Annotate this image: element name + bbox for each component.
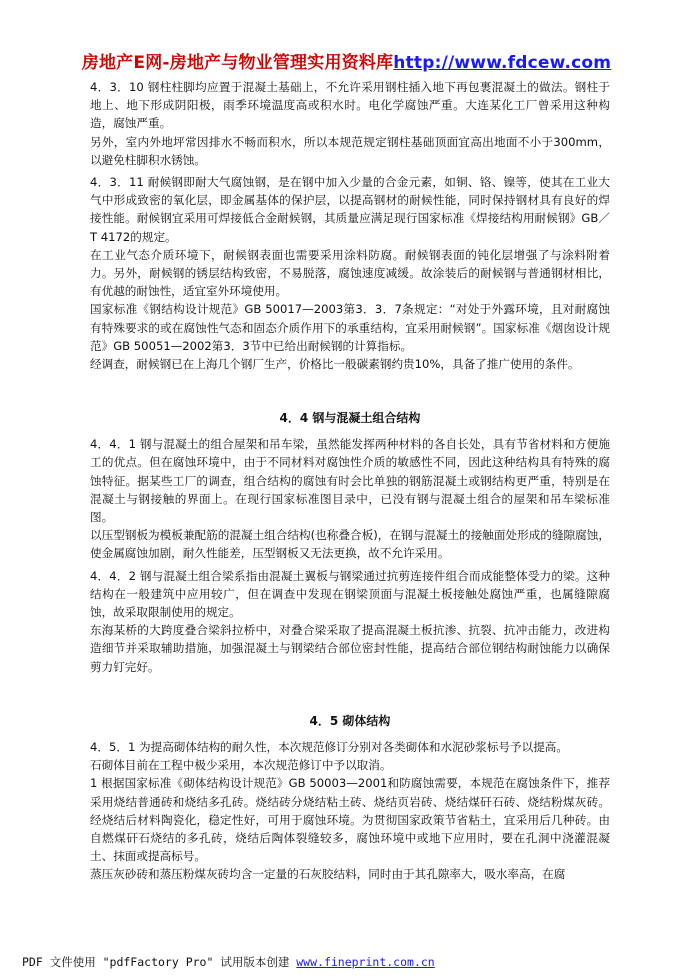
paragraph: 东海某桥的大跨度叠合梁斜拉桥中，对叠合梁采取了提高混凝土板抗渗、抗裂、抗冲击能力，改进构造细节并采取辅助措施，加强混凝土与钢梁结合部位密封性能，提高结合部位钢结构耐蚀能力以确保剪力钉完好。 (90, 623, 610, 674)
document-body (90, 78, 610, 884)
paragraph: 4．5．1 为提高砌体结构的耐久性，本次规范修订分别对各类砌体和水泥砂浆标号予以提高。 (90, 739, 568, 754)
paragraph: 4．4．2 钢与混凝土组合梁系指由混凝土翼板与钢梁通过抗剪连接件组合而成能整体受力的梁。这种结构在一般建筑中应用较广，但在调查中发现在钢梁顶面与混凝土板接触处腐蚀严重，也属缝隙腐蚀，故采取限制使用的规定。 (90, 568, 610, 620)
site-title: 房地产E网-房地产与物业管理实用资料库 (81, 53, 394, 73)
section-heading-4-5: 4．5 砌体结构 (309, 713, 391, 728)
paragraph: 以压型钢板为模板兼配筋的混凝土组合结构(也称叠合板)，在钢与混凝土的接触面处形成的缝隙腐蚀，使金属腐蚀加剧，耐久性能差，压型钢板又无法更换，故不允许采用。 (90, 528, 610, 561)
paragraph: 4．3．10 钢柱柱脚均应置于混凝土基础上，不允许采用钢柱插入地下再包裹混凝土的做法。钢柱于地上、地下形成阴阳极，雨季环境温度高或积水时。电化学腐蚀严重。大连某化工厂曾采用这种构造，腐蚀严重。 (90, 80, 610, 131)
paragraph: 1 根据国家标准《砌体结构设计规范》GB 50003—2001和防腐蚀需要，本规范在腐蚀条件下，推荐采用烧结普通砖和烧结多孔砖。烧结砖分烧结粘土砖、烧结页岩砖、烧结煤矸石砖、烧结粉煤灰砖。经烧结后材料陶瓷化，稳定性好，可用于腐蚀环境。为贯彻国家政策节省粘土，宜采用后几种砖。由自燃煤矸石烧结的多孔砖，烧结后陶体裂缝较多，腐蚀环境中或地下应用时，要在孔洞中浇灌混凝土、抹面或提高标号。 (90, 776, 610, 864)
paragraph: 4．4．1 钢与混凝土的组合屋架和吊车梁，虽然能发挥两种材料的各自长处，具有节省材料和方便施工的优点。但在腐蚀环境中，由于不同材料对腐蚀性介质的敏感性不同，因此这种结构具有特殊的腐蚀特征。据某些工厂的调查，组合结构的腐蚀有时会比单独的钢筋混凝土或钢结构更严重，特别是在混凝土与钢接触的界面上。在现行国家标准图目录中，已没有钢与混凝土组合的屋架和吊车梁标准图。 (90, 437, 610, 525)
site-header (0, 48, 693, 73)
footer-link[interactable]: www.fineprint.com.cn (296, 955, 435, 969)
paragraph: 在工业气态介质环境下，耐候钢表面也需要采用涂料防腐。耐候钢表面的钝化层增强了与涂料附着力。另外，耐候钢的锈层结构致密，不易脱落，腐蚀速度减缓。故涂装后的耐候钢与普通钢材相比，有优越的耐蚀性，适宜室外环境使用。 (90, 247, 610, 299)
paragraph: 国家标准《钢结构设计规范》GB 50017—2003第3．3．7条规定：“对处于外露环境，且对耐腐蚀有特殊要求的或在腐蚀性气态和固态介质作用下的承重结构，宜采用耐候钢”。国家标准《烟囱设计规范》GB 50051—2002第3．3节中已给出耐候钢的计算指标。 (90, 302, 610, 353)
paragraph: 石砌体目前在工程中极少采用，本次规范修订中予以取消。 (90, 758, 392, 773)
site-url-link[interactable]: http://www.fdcew.com (393, 53, 612, 73)
paragraph: 蒸压灰砂砖和蒸压粉煤灰砖均含一定量的石灰胶结料，同时由于其孔隙率大，吸水率高，在腐 (90, 867, 566, 882)
footer-text: PDF 文件使用 "pdfFactory Pro" 试用版本创建 (22, 955, 297, 969)
pdf-footer (22, 954, 435, 970)
section-heading-4-4: 4．4 钢与混凝土组合结构 (279, 411, 421, 426)
paragraph: 经调查，耐候钢已在上海几个钢厂生产，价格比一般碳素钢约贵10%，具备了推广使用的条件。 (90, 357, 580, 372)
paragraph: 另外，室内外地坪常因排水不畅而积水，所以本规范规定钢柱基础顶面宜高出地面不小于300mm，以避免柱脚积水锈蚀。 (90, 134, 610, 167)
paragraph: 4．3．11 耐候钢即耐大气腐蚀钢，是在钢中加入少量的合金元素，如铜、铬、镍等，使其在工业大气中形成致密的氧化层，即金属基体的保护层，以提高钢材的耐候性能，同时保持钢材具有良好的焊接性能。耐候钢宜采用可焊接低合金耐候钢，其质量应满足现行国家标准《焊接结构用耐候钢》GB／T 4172的规定。 (90, 175, 610, 244)
